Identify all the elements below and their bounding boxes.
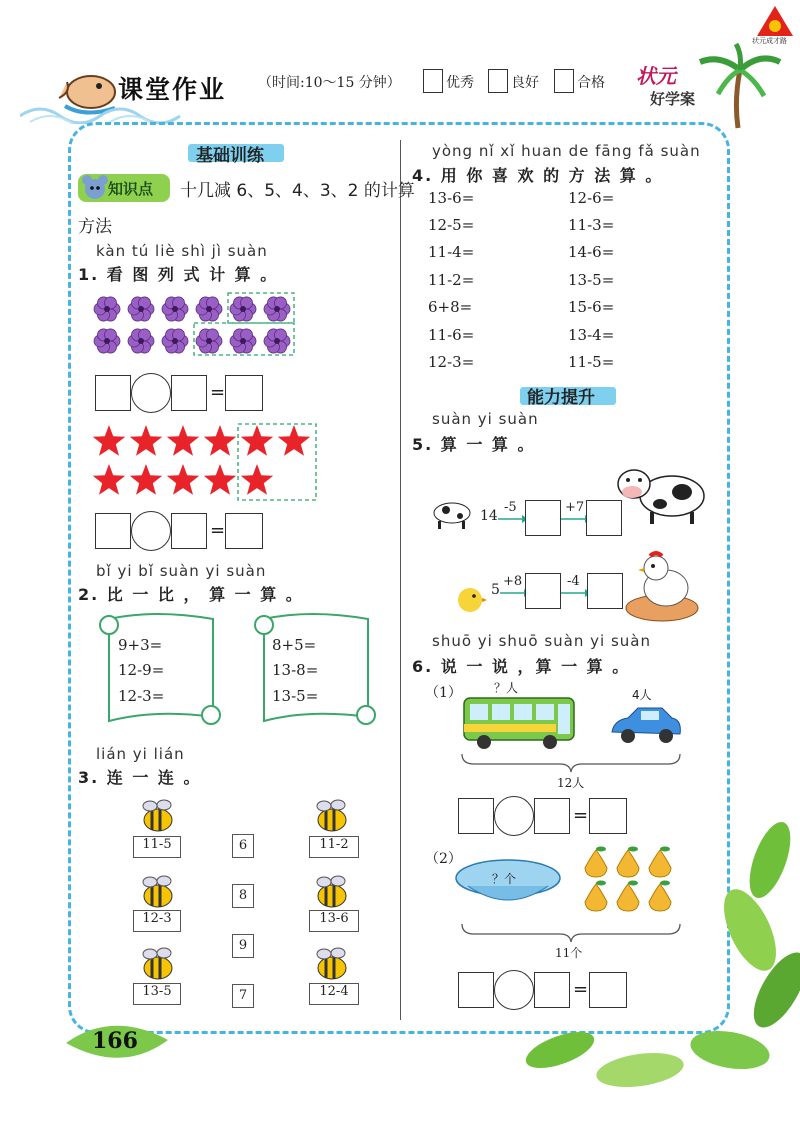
scroll1-expr: 12-3=: [118, 687, 165, 705]
flower-icon: [128, 297, 154, 321]
pear-icon: [617, 847, 639, 878]
car-icon: [608, 702, 684, 750]
q5b-start: 5: [491, 582, 500, 598]
pear-icon: [617, 881, 639, 912]
q1-pinyin: kàn tú liè shì jì suàn: [96, 242, 268, 260]
star-icon: [93, 425, 125, 456]
q3-pinyin: lián yi lián: [96, 745, 185, 763]
q4-pinyin: yòng nǐ xǐ huan de fāng fǎ suàn: [432, 142, 701, 160]
q5a-op2: +7: [565, 500, 585, 515]
star-icon: [93, 464, 125, 495]
scroll1-expr: 9+3=: [118, 636, 163, 654]
q5-title: 5. 算 一 算 。: [412, 435, 536, 454]
flower-icon: [264, 297, 290, 321]
star-icon: [130, 425, 162, 456]
q1b-operator-circle[interactable]: [131, 511, 171, 551]
q6a-box-2[interactable]: [534, 798, 570, 834]
pears-icon: [580, 844, 676, 922]
hen-icon: [622, 550, 702, 624]
q4-equation[interactable]: 15-6=: [568, 298, 615, 316]
q1a-answer-box-2[interactable]: [171, 375, 207, 411]
calf-icon: [428, 496, 478, 530]
q6-part2-label: （2）: [425, 851, 462, 867]
brace-icon: [460, 922, 682, 944]
car-people-label: 4人: [632, 688, 652, 702]
wave-decoration: [20, 98, 260, 124]
flower-icon: [264, 329, 290, 353]
q4-equation[interactable]: 13-4=: [568, 326, 615, 344]
bee-expression-box[interactable]: 13-5: [133, 983, 181, 1005]
rating-checkbox-good[interactable]: [488, 69, 508, 93]
q4-equation[interactable]: 11-5=: [568, 353, 615, 371]
equals-sign: =: [573, 979, 589, 1000]
mouse-icon: [80, 172, 110, 202]
number-box[interactable]: 9: [232, 934, 254, 958]
bee-icon: [130, 944, 180, 984]
rating-label-excellent: 优秀: [446, 75, 474, 91]
pear-icon: [585, 881, 607, 912]
q4-equation[interactable]: 11-2=: [428, 271, 475, 289]
q6b-box-1[interactable]: [458, 972, 494, 1008]
flower-icon: [230, 329, 256, 353]
section-ability: 能力提升: [527, 388, 595, 408]
page-title: 课堂作业: [118, 75, 227, 104]
q4-equation[interactable]: 13-6=: [428, 189, 475, 207]
pear-icon: [649, 881, 671, 912]
brand-top: 状元: [636, 64, 676, 88]
q5-pinyin: suàn yi suàn: [432, 410, 539, 428]
q4-equation[interactable]: 12-5=: [428, 216, 475, 234]
equals-sign: =: [210, 520, 226, 541]
q5b-box-2[interactable]: [587, 573, 623, 609]
flower-icon: [196, 297, 222, 321]
bee-icon: [304, 872, 354, 912]
q6b-box-2[interactable]: [534, 972, 570, 1008]
time-limit: （时间:10～15 分钟）: [258, 75, 401, 91]
pear-icon: [585, 847, 607, 878]
q4-equation[interactable]: 6+8=: [428, 298, 473, 316]
q1b-answer-box-1[interactable]: [95, 513, 131, 549]
q6a-operator-circle[interactable]: [494, 796, 534, 836]
scroll2-expr: 13-5=: [272, 687, 319, 705]
q1b-result-box[interactable]: [225, 513, 263, 549]
equals-sign: =: [573, 805, 589, 826]
q1a-answer-box-1[interactable]: [95, 375, 131, 411]
knowledge-text: 十几减 6、5、4、3、2 的计算: [180, 181, 415, 201]
total-pears-label: 11个: [555, 946, 583, 960]
star-icon: [204, 464, 236, 495]
flower-icon: [162, 297, 188, 321]
star-icon: [204, 425, 236, 456]
palm-tree-icon: [690, 40, 785, 130]
q4-equation[interactable]: 12-3=: [428, 353, 475, 371]
q1b-answer-box-2[interactable]: [171, 513, 207, 549]
star-icon: [241, 464, 273, 495]
flower-icon: [94, 297, 120, 321]
bee-icon: [304, 796, 354, 836]
rating-checkbox-excellent[interactable]: [423, 69, 443, 93]
q3-title: 3. 连 一 连 。: [78, 768, 202, 787]
flower-icon: [196, 329, 222, 353]
page-number: 166: [92, 1028, 138, 1054]
q6b-result-box[interactable]: [589, 972, 627, 1008]
flower-icon: [230, 297, 256, 321]
q5a-op1: -5: [504, 500, 517, 515]
star-icon: [130, 464, 162, 495]
q2-title: 2. 比 一 比 ， 算 一 算 。: [78, 585, 304, 604]
number-box[interactable]: 7: [232, 984, 254, 1008]
q4-equation[interactable]: 13-5=: [568, 271, 615, 289]
q6-title: 6. 说 一 说 ，算 一 算 。: [412, 657, 631, 676]
scroll2-expr: 8+5=: [272, 636, 317, 654]
q6a-box-1[interactable]: [458, 798, 494, 834]
scroll2-expr: 13-8=: [272, 661, 319, 679]
rating-label-pass: 合格: [577, 75, 605, 91]
bus-icon: [460, 694, 580, 752]
bee-icon: [130, 872, 180, 912]
bee-expression-box[interactable]: 12-4: [309, 983, 359, 1005]
brace-icon: [460, 752, 682, 774]
q4-equation[interactable]: 11-3=: [568, 216, 615, 234]
number-box[interactable]: 6: [232, 834, 254, 858]
q5a-box-1[interactable]: [525, 500, 561, 536]
bee-icon: [304, 944, 354, 984]
star-icon: [167, 464, 199, 495]
q4-title: 4. 用 你 喜 欢 的 方 法 算 。: [412, 166, 664, 185]
q6-part1-label: （1）: [425, 685, 462, 701]
q4-equation[interactable]: 11-4=: [428, 243, 475, 261]
star-icon: [167, 425, 199, 456]
logo-text: 状元成才路: [752, 37, 787, 45]
q5a-start: 14: [480, 508, 498, 524]
stars-illustration: [90, 420, 320, 502]
knowledge-label: 知识点: [108, 180, 154, 198]
bee-expression-box[interactable]: 11-2: [309, 836, 359, 858]
knowledge-text-cont: 方法: [78, 217, 112, 237]
scroll1-expr: 12-9=: [118, 661, 165, 679]
q4-equation[interactable]: 11-6=: [428, 326, 475, 344]
bee-icon: [130, 796, 180, 836]
pear-icon: [649, 847, 671, 878]
q6b-operator-circle[interactable]: [494, 970, 534, 1010]
number-box[interactable]: 8: [232, 884, 254, 908]
publisher-logo-icon: [755, 4, 795, 40]
bus-people-label: ？人: [494, 681, 519, 695]
section-basic-training: 基础训练: [196, 146, 264, 166]
q1a-result-box[interactable]: [225, 375, 263, 411]
bee-expression-box[interactable]: 11-5: [133, 836, 181, 858]
rating-checkbox-pass[interactable]: [554, 69, 574, 93]
flower-icon: [128, 329, 154, 353]
flower-icon: [94, 329, 120, 353]
q2-pinyin: bǐ yi bǐ suàn yi suàn: [96, 562, 267, 580]
q6-pinyin: shuō yi shuō suàn yi suàn: [432, 632, 651, 650]
q1-title: 1. 看 图 列 式 计 算 。: [78, 265, 279, 284]
flowers-illustration: [90, 290, 300, 360]
star-icon: [241, 425, 273, 456]
flower-icon: [162, 329, 188, 353]
brand-bottom: 好学案: [650, 90, 696, 108]
q5b-box-1[interactable]: [525, 573, 561, 609]
q4-equation[interactable]: 12-6=: [568, 189, 615, 207]
equals-sign: =: [210, 382, 226, 403]
total-people-label: 12人: [557, 776, 585, 790]
q6a-result-box[interactable]: [589, 798, 627, 834]
bee-expression-box[interactable]: 13-6: [309, 910, 359, 932]
q1a-operator-circle[interactable]: [131, 373, 171, 413]
cow-icon: [612, 458, 708, 526]
rating-label-good: 良好: [511, 75, 539, 91]
q5b-op2: -4: [567, 574, 580, 589]
q4-equation[interactable]: 14-6=: [568, 243, 615, 261]
bee-expression-box[interactable]: 12-3: [133, 910, 181, 932]
star-icon: [278, 425, 310, 456]
q5b-op1: +8: [503, 574, 523, 589]
chick-icon: [452, 580, 488, 616]
column-divider: [400, 140, 401, 1020]
plate-unknown-label: ？个: [492, 872, 517, 886]
